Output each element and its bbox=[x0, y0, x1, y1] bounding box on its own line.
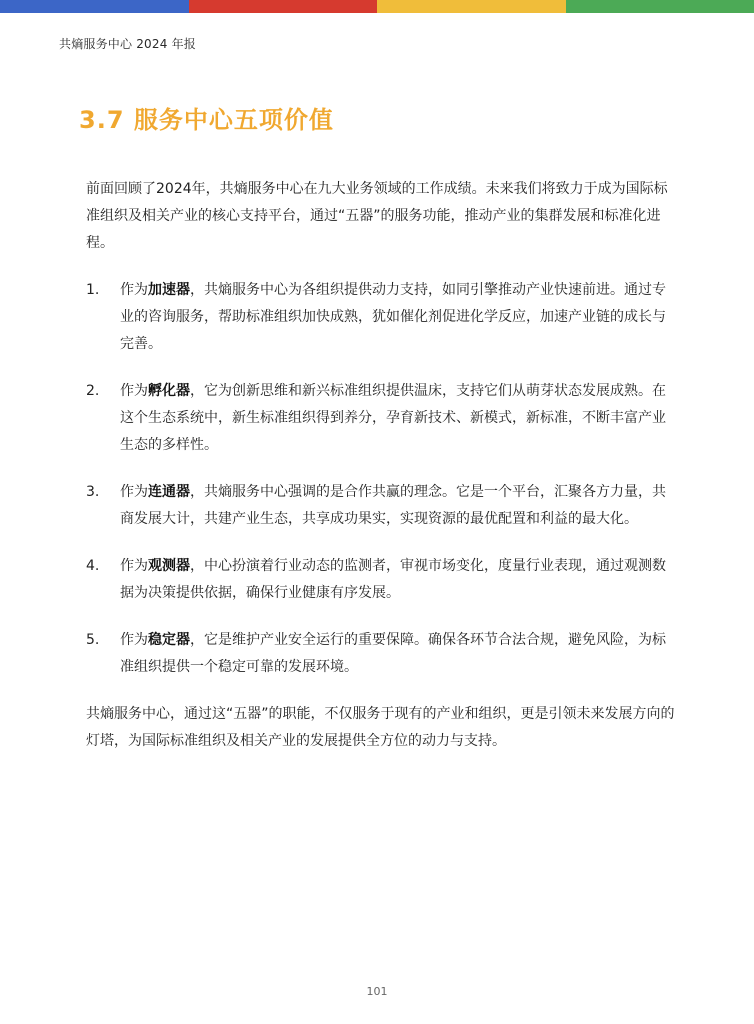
list-item bbox=[86, 277, 676, 358]
list-item-number: 4. bbox=[86, 558, 100, 574]
list-item-text bbox=[120, 378, 676, 459]
list-item-text bbox=[120, 479, 676, 533]
value-description: ，共熵服务中心为各组织提供动力支持，如同引擎推动产业快速前进。通过专业的咨询服务，帮助标准组织加快成熟，犹如催化剂促进化学反应，加速产业链的成长与完善。 bbox=[120, 282, 666, 352]
value-description: ，它为创新思维和新兴标准组织提供温床，支持它们从萌芽状态发展成熟。在这个生态系统中，新生标准组织得到养分，孕育新技术、新模式，新标准，不断丰富产业生态的多样性。 bbox=[120, 383, 666, 453]
list-item bbox=[86, 479, 676, 533]
list-item bbox=[86, 378, 676, 459]
list-item bbox=[86, 553, 676, 607]
five-values-list bbox=[86, 277, 676, 681]
list-item-number: 5. bbox=[86, 632, 100, 648]
list-item-prefix: 作为 bbox=[120, 383, 148, 399]
page-number: 101 bbox=[366, 985, 388, 998]
color-bar-yellow bbox=[377, 0, 566, 13]
value-term: 加速器 bbox=[148, 282, 190, 298]
value-term: 稳定器 bbox=[148, 632, 190, 648]
page-content bbox=[86, 176, 676, 755]
intro-paragraph: 前面回顾了2024年，共熵服务中心在九大业务领域的工作成绩。未来我们将致力于成为国际标准组织及相关产业的核心支持平台，通过“五器”的服务功能，推动产业的集群发展和标准化进程。 bbox=[86, 181, 668, 251]
color-bar-red bbox=[189, 0, 378, 13]
value-description: ，共熵服务中心强调的是合作共赢的理念。它是一个平台，汇聚各方力量，共商发展大计，共建产业生态，共享成功果实，实现资源的最优配置和利益的最大化。 bbox=[120, 484, 666, 527]
list-item-text bbox=[120, 553, 676, 607]
list-item-number: 1. bbox=[86, 282, 100, 298]
list-item-text bbox=[120, 277, 676, 358]
color-bar-green bbox=[566, 0, 754, 13]
list-item-number: 3. bbox=[86, 484, 100, 500]
list-item-text bbox=[120, 627, 676, 681]
value-description: ，中心扮演着行业动态的监测者，审视市场变化，度量行业表现，通过观测数据为决策提供依据，确保行业健康有序发展。 bbox=[120, 558, 666, 601]
top-color-bar bbox=[0, 0, 754, 13]
list-item-prefix: 作为 bbox=[120, 558, 148, 574]
report-header-title: 共熵服务中心 2024 年报 bbox=[59, 37, 196, 51]
list-item-prefix: 作为 bbox=[120, 282, 148, 298]
value-term: 观测器 bbox=[148, 558, 190, 574]
list-item-number: 2. bbox=[86, 383, 100, 399]
list-item bbox=[86, 627, 676, 681]
section-heading: 3.7 服务中心五项价值 bbox=[79, 106, 334, 134]
list-item-prefix: 作为 bbox=[120, 484, 148, 500]
value-term: 孵化器 bbox=[148, 383, 190, 399]
conclusion-paragraph: 共熵服务中心，通过这“五器”的职能，不仅服务于现有的产业和组织，更是引领未来发展方向的灯塔，为国际标准组织及相关产业的发展提供全方位的动力与支持。 bbox=[86, 706, 675, 749]
value-term: 连通器 bbox=[148, 484, 190, 500]
value-description: ，它是维护产业安全运行的重要保障。确保各环节合法合规，避免风险，为标准组织提供一个稳定可靠的发展环境。 bbox=[120, 632, 666, 675]
color-bar-blue bbox=[0, 0, 189, 13]
list-item-prefix: 作为 bbox=[120, 632, 148, 648]
